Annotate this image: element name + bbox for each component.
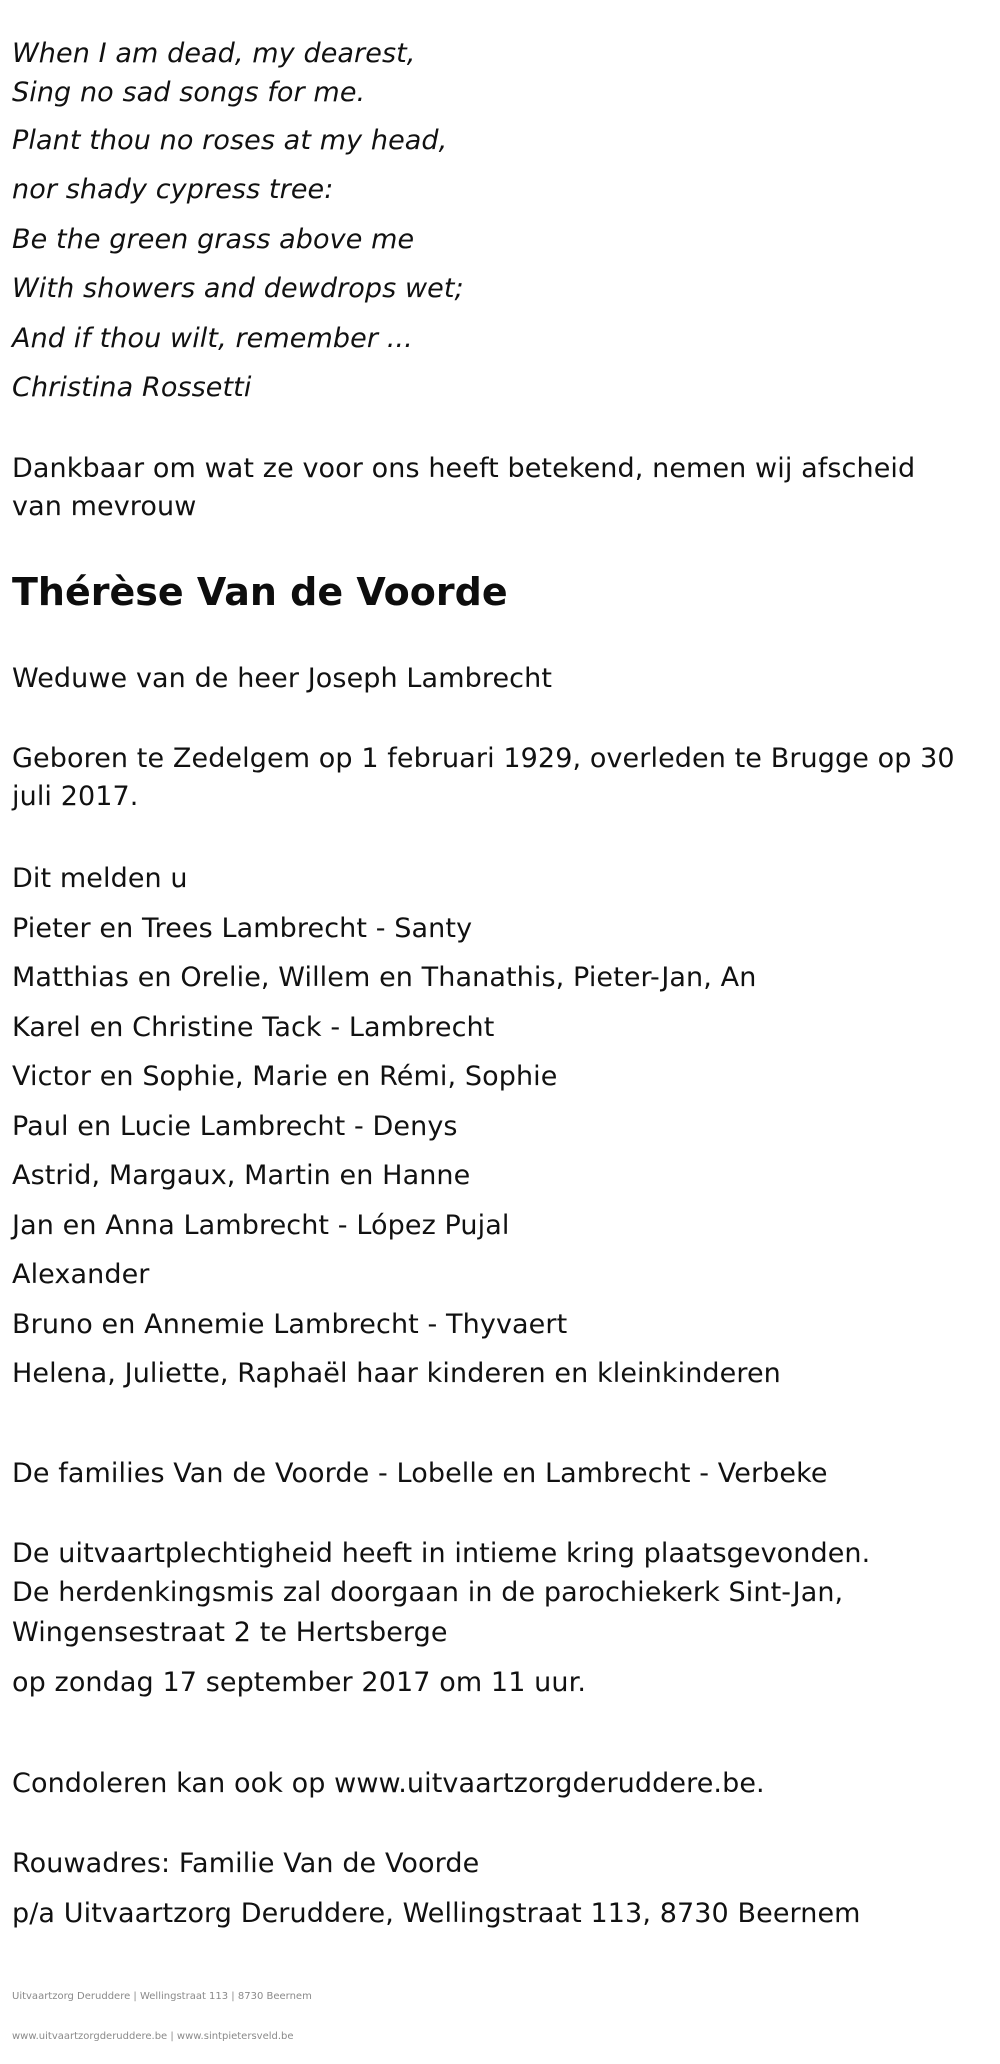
deceased-name: Thérèse Van de Voorde [12,570,508,614]
announcer-line: Helena, Juliette, Raphaël haar kinderen en kleinkinderen [12,1358,781,1389]
footer-websites: www.uitvaartzorgderuddere.be | www.sintpietersveld.be [12,2031,294,2042]
ceremony-line-1: De uitvaartplechtigheid heeft in intieme kring plaatsgevonden. [12,1538,871,1569]
announcer-line: Paul en Lucie Lambrecht - Denys [12,1111,458,1142]
poem-line-3: Plant thou no roses at my head, [12,125,448,156]
ceremony-date: op zondag 17 september 2017 om 11 uur. [12,1667,587,1698]
widow-of: Weduwe van de heer Joseph Lambrecht [12,663,553,694]
intro-text: Dankbaar om wat ze voor ons heeft betekend, nemen wij afscheid van mevrouw [12,453,916,522]
poem-line-2: Sing no sad songs for me. [12,77,366,108]
ceremony-line-2: De herdenkingsmis zal doorgaan in de parochiekerk Sint-Jan, [12,1577,844,1608]
announcer-line: Matthias en Orelie, Willem en Thanathis, Pieter-Jan, An [12,962,757,993]
announcer-line: Astrid, Margaux, Martin en Hanne [12,1160,471,1191]
announcer-line: Victor en Sophie, Marie en Rémi, Sophie [12,1061,558,1092]
announcers-heading: Dit melden u [12,863,188,894]
poem-line-5: Be the green grass above me [12,224,415,255]
address-line-2: p/a Uitvaartzorg Deruddere, Wellingstraat 113, 8730 Beernem [12,1898,861,1929]
poem-line-4: nor shady cypress tree: [12,174,334,205]
poem-author: Christina Rossetti [12,372,252,403]
announcer-line: Pieter en Trees Lambrecht - Santy [12,913,473,944]
announcer-line: Jan en Anna Lambrecht - López Pujal [12,1210,510,1241]
ceremony-line-3: Wingensestraat 2 te Hertsberge [12,1617,448,1648]
birth-death: Geboren te Zedelgem op 1 februari 1929, overleden te Brugge op 30 juli 2017. [12,743,955,812]
announcer-line: Bruno en Annemie Lambrecht - Thyvaert [12,1309,568,1340]
families-text: De families Van de Voorde - Lobelle en Lambrecht - Verbeke [12,1458,828,1489]
poem-line-6: With showers and dewdrops wet; [12,273,464,304]
footer-address: Uitvaartzorg Deruddere | Wellingstraat 113 | 8730 Beernem [12,1991,312,2002]
address-line-1: Rouwadres: Familie Van de Voorde [12,1848,480,1879]
announcer-line: Karel en Christine Tack - Lambrecht [12,1012,495,1043]
announcer-line: Alexander [12,1259,150,1290]
poem-line-1: When I am dead, my dearest, [12,38,416,69]
poem-line-7: And if thou wilt, remember ... [12,323,413,354]
condolences-text: Condoleren kan ook op www.uitvaartzorgderuddere.be. [12,1768,765,1799]
